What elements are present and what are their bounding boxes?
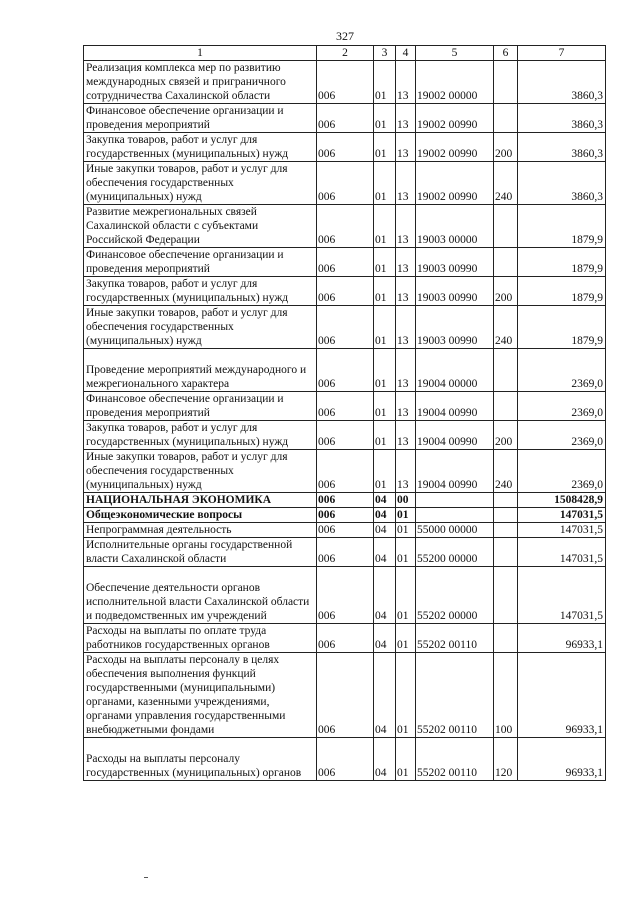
code-admin: 006 [317,421,374,450]
row-name: Проведение мероприятий международного и межрегионального характера [84,349,317,392]
code-expense-type: 200 [494,421,518,450]
table-row [84,421,606,450]
row-name: Финансовое обеспечение организации и проведения мероприятий [84,104,317,133]
row-name: Развитие межрегиональных связей Сахалинской области с субъектами Российской Федерации [84,205,317,248]
code-subsection: 01 [396,738,416,781]
code-section: 04 [374,493,396,508]
table-row [84,277,606,306]
code-admin: 006 [317,624,374,653]
code-target: 55000 00000 [416,523,494,538]
code-admin: 006 [317,450,374,493]
table-row [84,523,606,538]
column-header: 1 [84,46,317,61]
code-subsection: 13 [396,133,416,162]
row-name: Иные закупки товаров, работ и услуг для обеспечения государственных (муниципальных) нужд [84,450,317,493]
code-expense-type [494,248,518,277]
code-target: 19004 00000 [416,349,494,392]
table-row [84,104,606,133]
code-section: 01 [374,306,396,349]
code-target: 19003 00990 [416,277,494,306]
code-admin: 006 [317,523,374,538]
amount: 2369,0 [518,450,606,493]
row-name: Иные закупки товаров, работ и услуг для обеспечения государственных (муниципальных) нужд [84,162,317,205]
code-expense-type [494,61,518,104]
code-expense-type: 200 [494,277,518,306]
code-section: 01 [374,421,396,450]
code-section: 01 [374,248,396,277]
code-expense-type [494,205,518,248]
code-target: 19002 00990 [416,162,494,205]
code-subsection: 01 [396,567,416,624]
code-target: 55202 00110 [416,624,494,653]
amount: 3860,3 [518,104,606,133]
code-section: 01 [374,104,396,133]
code-target [416,508,494,523]
code-subsection: 13 [396,306,416,349]
code-subsection: 01 [396,624,416,653]
row-name: Закупка товаров, работ и услуг для государственных (муниципальных) нужд [84,421,317,450]
code-subsection: 13 [396,104,416,133]
code-section: 01 [374,450,396,493]
code-expense-type [494,538,518,567]
row-name: Общеэкономические вопросы [84,508,317,523]
code-target: 19003 00990 [416,248,494,277]
amount: 2369,0 [518,421,606,450]
amount: 96933,1 [518,653,606,738]
code-target [416,493,494,508]
row-name: Непрограммная деятельность [84,523,317,538]
code-expense-type: 200 [494,133,518,162]
page-number: 327 [336,29,354,43]
code-subsection: 13 [396,421,416,450]
row-name: Расходы на выплаты персоналу в целях обеспечения выполнения функций государственными (муниципальными) органами, казенными учреждениями, органами управления государственными внебюджетными фондами [84,653,317,738]
row-name: Иные закупки товаров, работ и услуг для обеспечения государственных (муниципальных) нужд [84,306,317,349]
code-target: 19003 00990 [416,306,494,349]
row-name: Расходы на выплаты по оплате труда работников государственных органов [84,624,317,653]
table-row [84,738,606,781]
code-admin: 006 [317,104,374,133]
table-row [84,392,606,421]
code-expense-type [494,567,518,624]
code-expense-type: 240 [494,450,518,493]
amount: 1879,9 [518,277,606,306]
table-row [84,508,606,523]
code-subsection: 01 [396,653,416,738]
amount: 3860,3 [518,133,606,162]
table-row [84,205,606,248]
code-admin: 006 [317,538,374,567]
code-section: 01 [374,205,396,248]
budget-table [83,45,606,781]
code-target: 19002 00000 [416,61,494,104]
table-row [84,493,606,508]
scan-mark [144,877,148,878]
code-target: 19002 00990 [416,104,494,133]
code-subsection: 00 [396,493,416,508]
code-expense-type [494,104,518,133]
code-section: 04 [374,624,396,653]
code-admin: 006 [317,248,374,277]
amount: 96933,1 [518,738,606,781]
code-expense-type: 240 [494,162,518,205]
code-subsection: 13 [396,392,416,421]
code-section: 04 [374,653,396,738]
code-target: 55202 00110 [416,653,494,738]
row-name: Финансовое обеспечение организации и проведения мероприятий [84,392,317,421]
code-subsection: 01 [396,508,416,523]
code-target: 19004 00990 [416,421,494,450]
row-name: Закупка товаров, работ и услуг для государственных (муниципальных) нужд [84,133,317,162]
code-subsection: 13 [396,61,416,104]
code-section: 01 [374,133,396,162]
table-row [84,133,606,162]
amount: 147031,5 [518,538,606,567]
code-subsection: 01 [396,523,416,538]
code-admin: 006 [317,567,374,624]
table-row [84,162,606,205]
code-section: 01 [374,349,396,392]
code-admin: 006 [317,493,374,508]
table-row [84,306,606,349]
amount: 147031,5 [518,523,606,538]
amount: 1879,9 [518,306,606,349]
code-section: 04 [374,538,396,567]
code-expense-type [494,624,518,653]
code-target: 55202 00110 [416,738,494,781]
code-section: 04 [374,523,396,538]
code-admin: 006 [317,349,374,392]
column-header: 5 [416,46,494,61]
code-subsection: 13 [396,162,416,205]
code-subsection: 13 [396,450,416,493]
amount: 96933,1 [518,624,606,653]
row-name: Закупка товаров, работ и услуг для государственных (муниципальных) нужд [84,277,317,306]
code-subsection: 13 [396,349,416,392]
code-expense-type: 120 [494,738,518,781]
code-subsection: 13 [396,277,416,306]
code-admin: 006 [317,738,374,781]
code-subsection: 01 [396,538,416,567]
amount: 2369,0 [518,349,606,392]
column-header: 6 [494,46,518,61]
table-row [84,567,606,624]
row-name: Финансовое обеспечение организации и проведения мероприятий [84,248,317,277]
code-expense-type [494,523,518,538]
code-admin: 006 [317,133,374,162]
table-row [84,349,606,392]
code-admin: 006 [317,508,374,523]
row-name: Расходы на выплаты персоналу государственных (муниципальных) органов [84,738,317,781]
code-admin: 006 [317,61,374,104]
code-section: 04 [374,567,396,624]
code-target: 55202 00000 [416,567,494,624]
code-section: 01 [374,392,396,421]
code-expense-type: 100 [494,653,518,738]
code-target: 19003 00000 [416,205,494,248]
amount: 3860,3 [518,61,606,104]
table-row [84,450,606,493]
amount: 1508428,9 [518,493,606,508]
code-section: 01 [374,277,396,306]
table-row [84,538,606,567]
code-admin: 006 [317,306,374,349]
row-name: Исполнительные органы государственной власти Сахалинской области [84,538,317,567]
code-subsection: 13 [396,248,416,277]
amount: 1879,9 [518,205,606,248]
table-row [84,624,606,653]
code-expense-type [494,493,518,508]
column-header: 4 [396,46,416,61]
column-header: 2 [317,46,374,61]
code-admin: 006 [317,277,374,306]
code-section: 01 [374,61,396,104]
code-admin: 006 [317,162,374,205]
amount: 3860,3 [518,162,606,205]
code-admin: 006 [317,205,374,248]
amount: 147031,5 [518,567,606,624]
column-header: 7 [518,46,606,61]
amount: 1879,9 [518,248,606,277]
table-row [84,653,606,738]
code-target: 55200 00000 [416,538,494,567]
row-name: НАЦИОНАЛЬНАЯ ЭКОНОМИКА [84,493,317,508]
column-header: 3 [374,46,396,61]
amount: 147031,5 [518,508,606,523]
code-admin: 006 [317,653,374,738]
header-row [84,46,606,61]
code-expense-type [494,508,518,523]
row-name: Обеспечение деятельности органов исполнительной власти Сахалинской области и подведомственных им учреждений [84,567,317,624]
code-expense-type [494,392,518,421]
amount: 2369,0 [518,392,606,421]
table-row [84,61,606,104]
code-section: 04 [374,508,396,523]
code-target: 19004 00990 [416,392,494,421]
code-expense-type: 240 [494,306,518,349]
code-target: 19004 00990 [416,450,494,493]
code-expense-type [494,349,518,392]
code-target: 19002 00990 [416,133,494,162]
code-subsection: 13 [396,205,416,248]
row-name: Реализация комплекса мер по развитию международных связей и приграничного сотрудничества Сахалинской области [84,61,317,104]
code-section: 04 [374,738,396,781]
code-admin: 006 [317,392,374,421]
code-section: 01 [374,162,396,205]
table-row [84,248,606,277]
